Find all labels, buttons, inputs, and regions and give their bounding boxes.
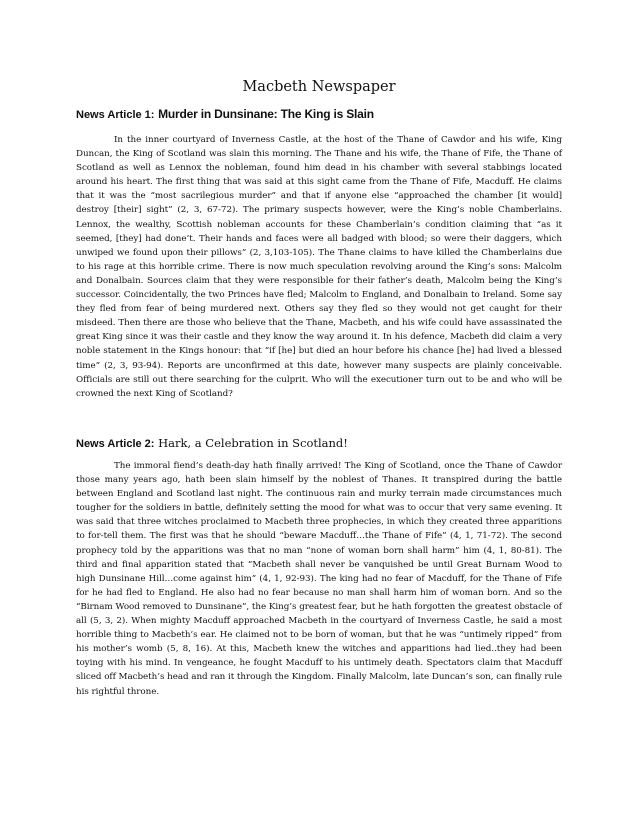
- article-1-body: In the inner courtyard of Inverness Castle, at the host of the Thane of Cawdor and his wife, King Duncan, the King of Scotland was slain this morning. The Thane and his wife, the Thane of Fife, the Thane of Scotland as well as Lennox the nobleman, found him dead in his chamber with several stabbings located around his heart. The first thing that was said at this sight came from the Thane of Fife, Macduff. He claims that it was the “most sacrilegious murder” and that if anyone else “approached the chamber [it would] destroy [their] sight” (2, 3, 67-72). The primary suspects however, were the King’s noble Chamberlains. Lennox, the wealthy, Scottish nobleman accounts for these Chamberlain’s condition claiming that “as it seemed, [they] had done’t. Their hands and faces were all badged with blood; so were their daggers, which unwiped we found upon their pillows” (2, 3,103-105). The Thane claims to have killed the Chamberlains due to his rage at this horrible crime. There is now much speculation revolving around the King’s sons: Malcolm and Donalbain. Sources claim that they were responsible for their father’s death, Malcolm being the King’s successor. Coincidentally, the two Princes have fled; Malcolm to England, and Donalbain to Ireland. Some say they fled from fear of being murdered next. Others say they fled so they would not get caught for their misdeed. Then there are those who believe that the Thane, Macbeth, and his wife could have assassinated the great King since it was their castle and they know the way around it. In his defence, Macbeth did claim a very noble statement in the Kings honour: that “if [he] but died an hour before his chance [he] had lived a blessed time” (2, 3, 93-94). Reports are unconfirmed at this date, however many suspects are plainly conceivable. Officials are still out there searching for the culprit. Who will the executioner turn out to be and who will be crowned the next King of Scotland?: [76, 135, 562, 399]
- article-1-headline: Murder in Dunsinane: The King is Slain: [158, 107, 374, 121]
- article-1-heading: [76, 106, 566, 123]
- article-1-label: News Article 1:: [76, 109, 155, 121]
- article-2-heading: [76, 435, 566, 452]
- article-2-headline: Hark, a Celebration in Scotland!: [158, 436, 348, 450]
- article-2-body: The immoral fiend’s death-day hath finally arrived! The King of Scotland, once the Thane of Cawdor those many years ago, hath been slain himself by the noblest of Thanes. It transpired during the battle between England and Scotland last night. The continuous rain and murky terrain made circumstances much tougher for the soldiers in battle, definitely setting the mood for what was to occur that very same evening. It was said that three witches proclaimed to Macbeth three prophecies, in which they created three apparitions to for-tell them. The first was that he should “beware Macduff…the Thane of Fife” (4, 1, 71-72). The second prophecy told by the apparitions was that no man “none of woman born shall harm” him (4, 1, 80-81). The third and final apparition stated that “Macbeth shall never be vanquished be until Great Burnam Wood to high Dunsinane Hill…come against him” (4, 1, 92-93). The king had no fear of Macduff, for the Thane of Fife for he had fled to England. He also had no fear because no man shall harm him of woman born. And so the “Birnam Wood removed to Dunsinane”, the King’s greatest fear, but he hath forgotten the greatest obstacle of all (5, 3, 2). When mighty Macduff approached Macbeth in the courtyard of Inverness Castle, he said a most horrible thing to Macbeth’s ear. He claimed not to be born of woman, but that he was “untimely ripped” from his mother’s womb (5, 8, 16). At this, Macbeth knew the witches and apparitions had lied..they had been toying with his mind. In vengeance, he fought Macduff to his untimely death. Spectators claim that Macduff sliced off Macbeth’s head and ran it through the Kingdom. Finally Malcolm, late Duncan’s son, can finally rule his rightful throne.: [76, 461, 562, 697]
- article-2-label: News Article 2:: [76, 438, 155, 450]
- document-title: Macbeth Newspaper: [242, 79, 396, 95]
